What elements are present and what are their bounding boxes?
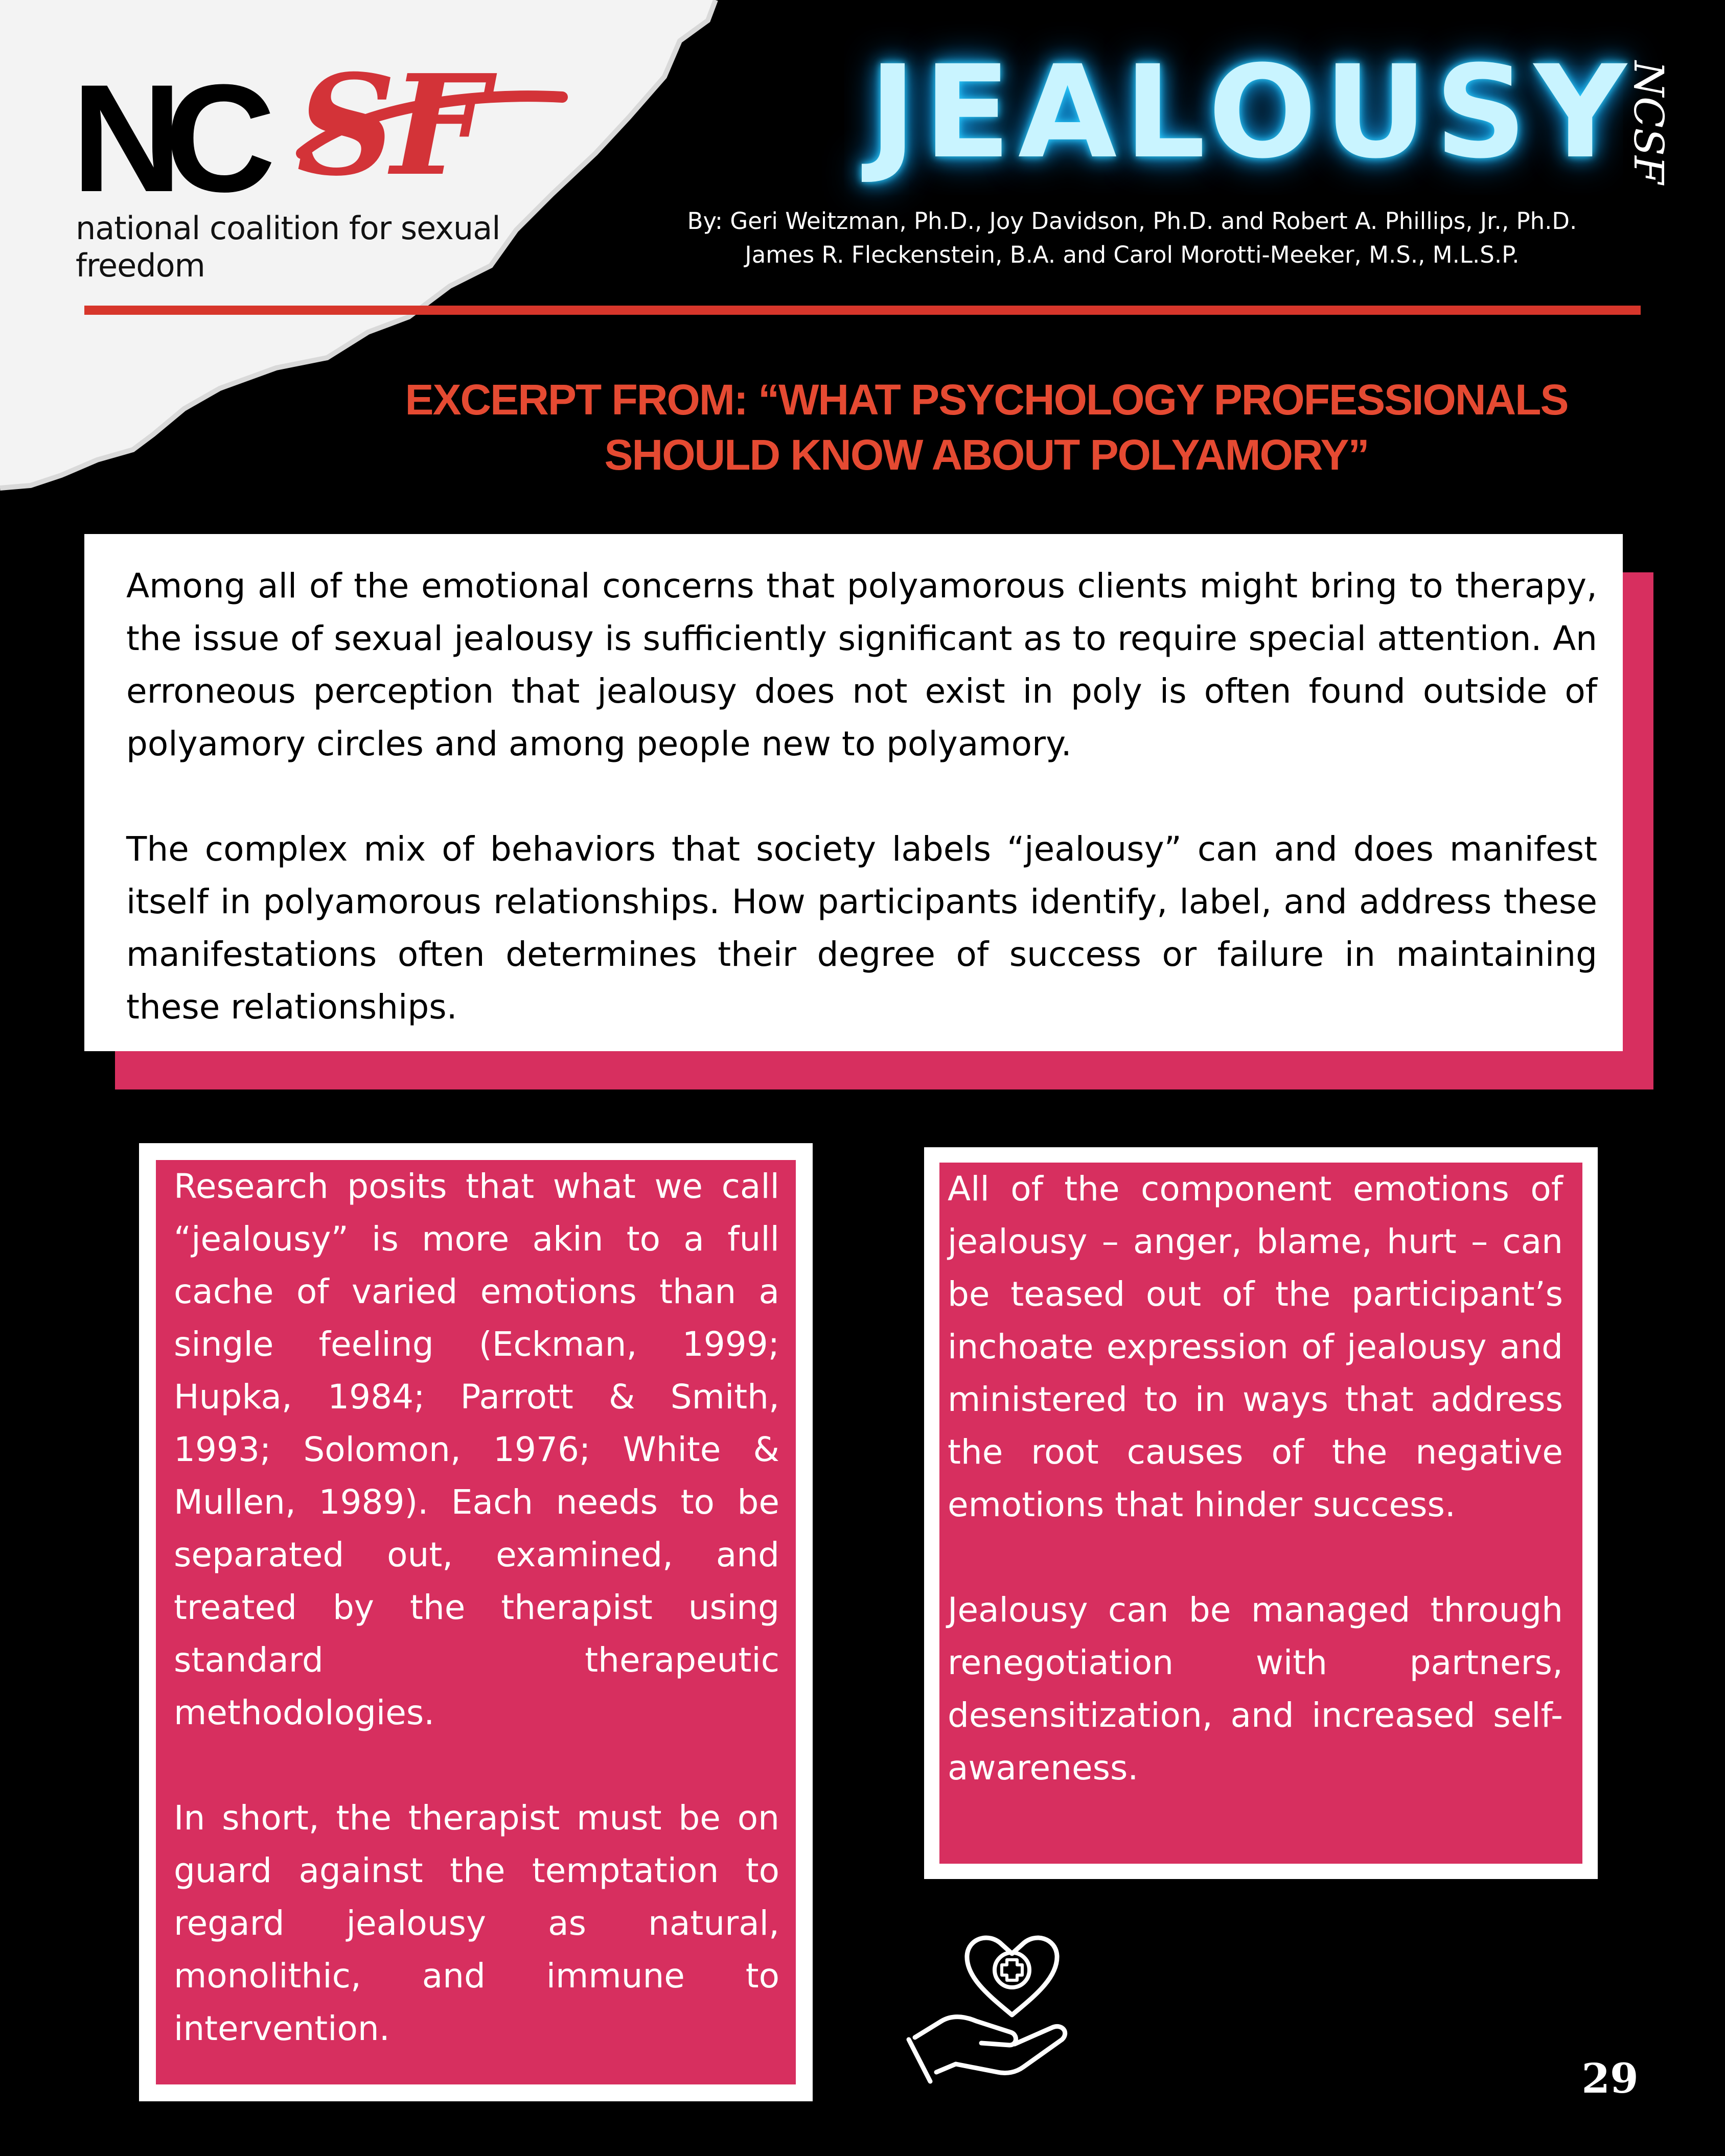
excerpt-heading [358,372,1615,482]
header-divider [84,306,1641,315]
right-card [939,1163,1582,1864]
right-card-paragraph-2: Jealousy can be managed through renegotiation with partners, desensitization, and increased self-awareness. [948,1590,1563,1788]
excerpt-heading-line-2: SHOULD KNOW ABOUT POLYAMORY” [604,431,1369,479]
logo-letters-nc: NC [72,52,259,224]
left-card-paragraph-2: In short, the therapist must be on guard against the temptation to regard jealousy as natural, monolithic, and immune to intervention. [174,1798,779,2048]
side-ncsf-label: NCSF [1625,61,1672,184]
page-number: 29 [1581,2054,1639,2102]
heart-in-hand-care-icon [905,1919,1078,2088]
page-title: JEALOUSY [869,38,1634,187]
authors-line-2: James R. Fleckenstein, B.A. and Carol Morotti-Meeker, M.S., M.L.S.P. [745,241,1520,268]
authors-block [634,204,1630,272]
intro-paragraph-1: Among all of the emotional concerns that polyamorous clients might bring to therapy, the issue of sexual jealousy is sufficiently significant as to require special attention. An erroneous perception that jealousy does not exist in poly is often found outside of polyamory circles and among people new to polyamory. [126,566,1597,763]
intro-paragraph-2: The complex mix of behaviors that society labels “jealousy” can and does manifest itself in polyamorous relationships. How participants identify, label, and address these manifestations often determines their degree of success or failure in maintaining these relationships. [126,829,1597,1027]
intro-text-box [84,534,1623,1051]
authors-line-1: By: Geri Weitzman, Ph.D., Joy Davidson, Ph.D. and Robert A. Phillips, Jr., Ph.D. [687,207,1577,235]
logo-tagline: national coalition for sexual freedom [76,210,500,284]
right-card-paragraph-1: All of the component emotions of jealousy – anger, blame, hurt – can be teased out of the participant’s inchoate expression of jealousy and ministered to in ways that address the root causes of the negative emotions that hinder success. [948,1169,1563,1524]
left-card [156,1160,796,2084]
logo-letters-sf: SF [296,44,484,206]
ncsf-logo[interactable] [72,44,562,284]
excerpt-heading-line-1: EXCERPT FROM: “WHAT PSYCHOLOGY PROFESSIONALS [405,376,1568,424]
left-card-paragraph-1: Research posits that what we call “jealousy” is more akin to a full cache of varied emotions than a single feeling (Eckman, 1999; Hupka, 1984; Parrott & Smith, 1993; Solomon, 1976; White & Mullen, 1989). Each needs to be separated out, examined, and treated by the therapist using standard therapeutic methodologies. [174,1167,779,1732]
